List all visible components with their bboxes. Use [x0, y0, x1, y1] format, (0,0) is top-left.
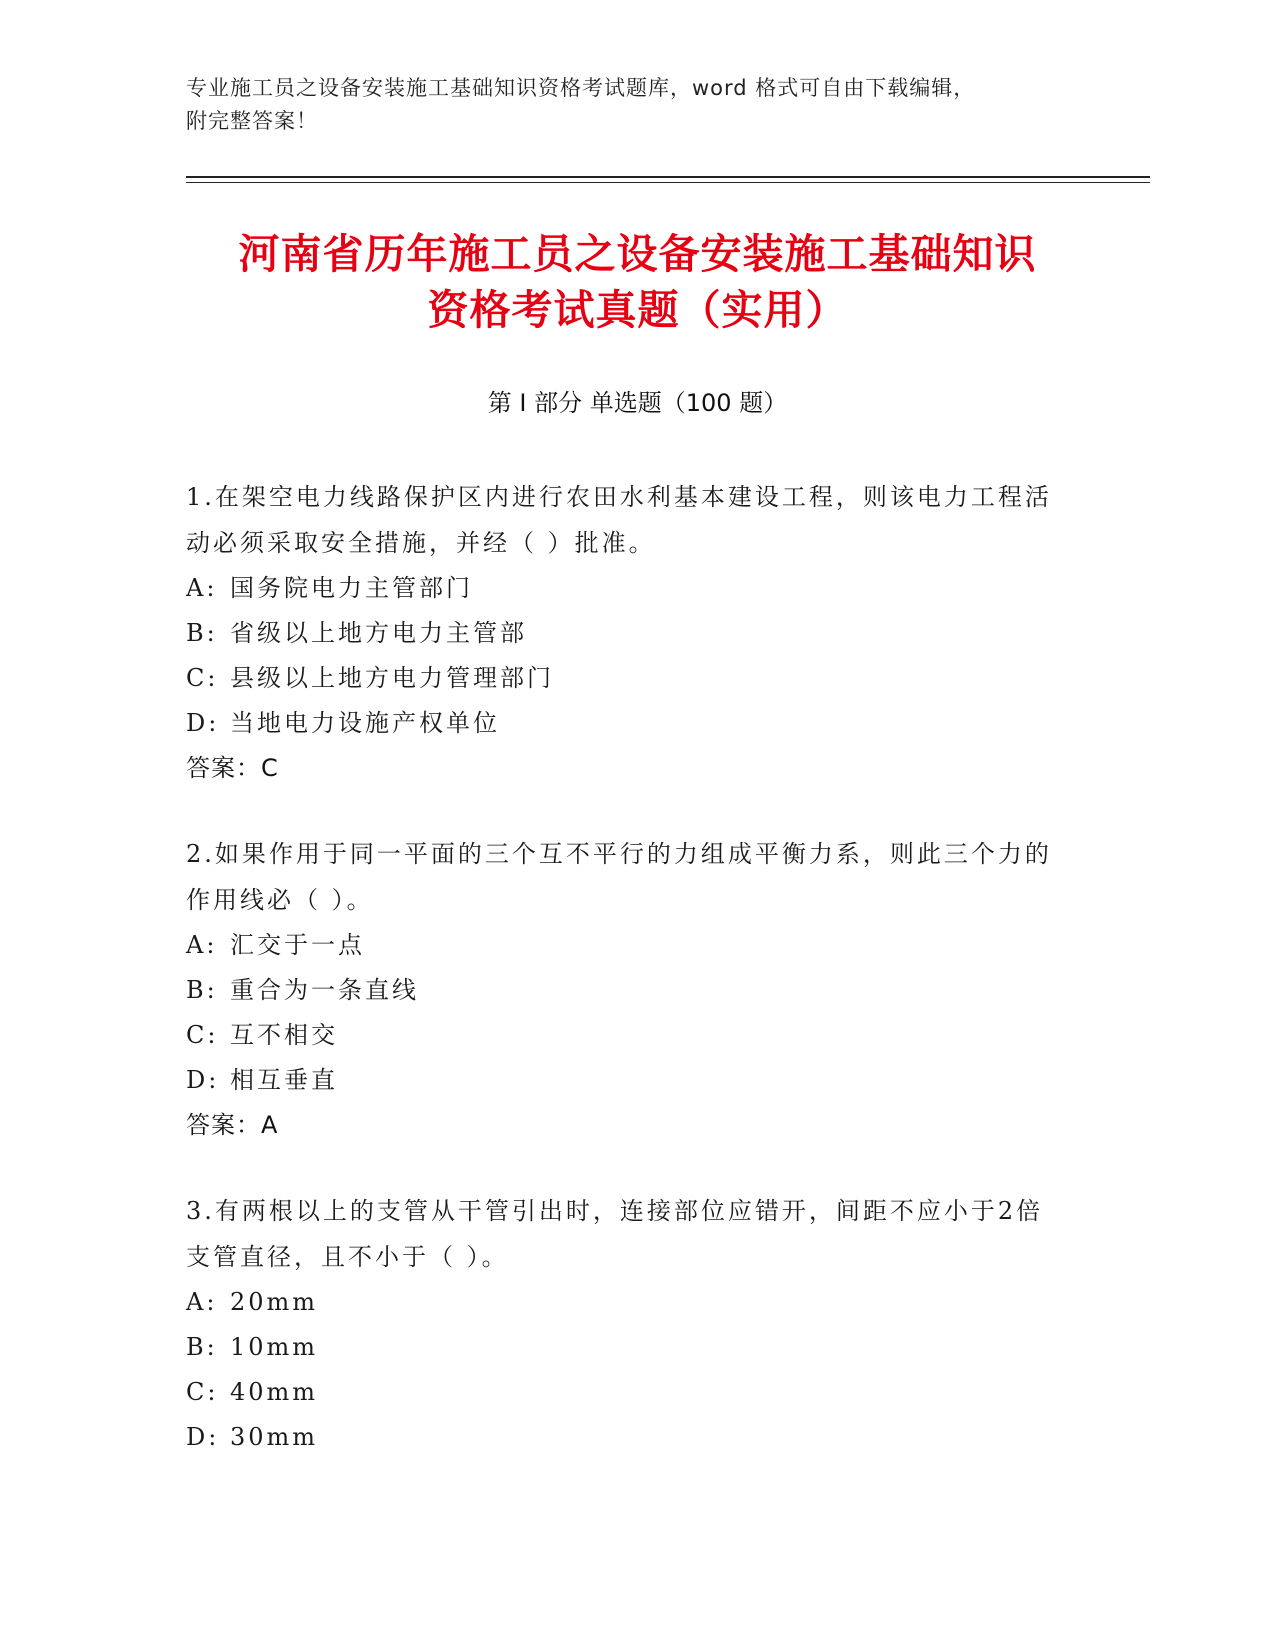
- question-option-a: [186, 923, 1066, 968]
- option-letter: B:: [186, 976, 218, 1004]
- option-letter: D:: [186, 1066, 220, 1094]
- question-option-d: [186, 1058, 1066, 1103]
- header-divider-thick: [186, 176, 1150, 178]
- question-option-b: [186, 611, 1066, 656]
- option-letter: A:: [186, 574, 218, 602]
- document-title-line-1: 河南省历年施工员之设备安装施工基础知识: [238, 230, 1037, 278]
- header-divider-thin: [186, 182, 1150, 183]
- option-letter: A:: [186, 931, 218, 959]
- option-text: 国务院电力主管部门: [230, 574, 473, 602]
- option-text: 汇交于一点: [230, 931, 365, 959]
- question-answer: 答案：A: [186, 1111, 279, 1139]
- option-text: 40mm: [230, 1378, 319, 1406]
- section-title: 第 I 部分 单选题（100 题）: [487, 389, 788, 417]
- question-option-a: [186, 566, 1066, 611]
- option-text: 重合为一条直线: [230, 976, 419, 1004]
- option-text: 互不相交: [230, 1021, 338, 1049]
- question-option-b: [186, 1325, 1066, 1370]
- question-list: [186, 474, 1066, 1500]
- question-option-c: [186, 656, 1066, 701]
- question-item: [186, 1188, 1066, 1460]
- option-text: 相互垂直: [230, 1066, 338, 1094]
- document-title: [150, 226, 1125, 338]
- question-option-b: [186, 968, 1066, 1013]
- question-stem: 2.如果作用于同一平面的三个互不平行的力组成平衡力系，则此三个力的作用线必（ ）。: [186, 840, 1052, 914]
- option-letter: C:: [186, 664, 219, 692]
- option-letter: A:: [186, 1288, 218, 1316]
- question-option-d: [186, 1415, 1066, 1460]
- option-text: 20mm: [230, 1288, 319, 1316]
- question-option-a: [186, 1280, 1066, 1325]
- option-text: 10mm: [230, 1333, 319, 1361]
- option-text: 县级以上地方电力管理部门: [230, 664, 554, 692]
- option-letter: D:: [186, 709, 220, 737]
- question-answer: 答案：C: [186, 754, 279, 782]
- option-text: 30mm: [230, 1423, 319, 1451]
- question-item: [186, 474, 1066, 791]
- document-title-line-2: 资格考试真题（实用）: [427, 286, 848, 334]
- header-note-line-2: 附完整答案！: [186, 109, 318, 133]
- header-note-line-1: 专业施工员之设备安装施工基础知识资格考试题库，word 格式可自由下载编辑，: [186, 76, 976, 100]
- option-letter: C:: [186, 1378, 219, 1406]
- option-letter: B:: [186, 619, 218, 647]
- question-stem: 1.在架空电力线路保护区内进行农田水利基本建设工程，则该电力工程活动必须采取安全措施，并经（ ）批准。: [186, 483, 1052, 557]
- question-option-d: [186, 701, 1066, 746]
- option-letter: D:: [186, 1423, 220, 1451]
- question-item: [186, 831, 1066, 1148]
- option-text: 当地电力设施产权单位: [230, 709, 500, 737]
- question-option-c: [186, 1370, 1066, 1415]
- question-stem: 3.有两根以上的支管从干管引出时，连接部位应错开，间距不应小于2倍支管直径，且不小于（ ）。: [186, 1197, 1044, 1271]
- option-letter: C:: [186, 1021, 219, 1049]
- header-note: [186, 72, 1066, 138]
- option-letter: B:: [186, 1333, 218, 1361]
- option-text: 省级以上地方电力主管部: [230, 619, 527, 647]
- question-option-c: [186, 1013, 1066, 1058]
